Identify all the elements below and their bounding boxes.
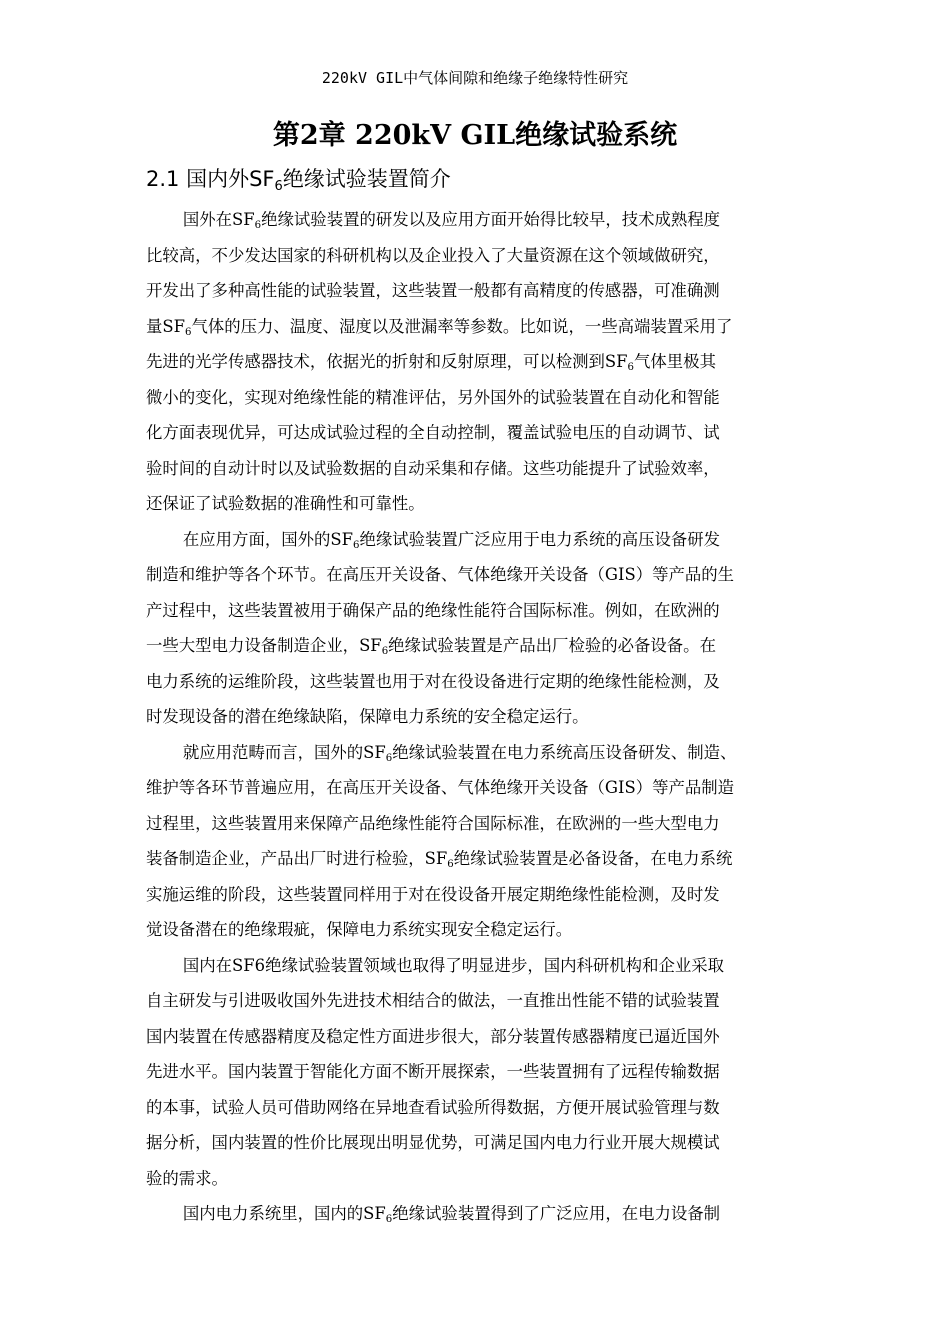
text-run: 化方面表现优异，可达成试验过程的全自动控制，覆盖试验电压的自动调节、试 (146, 423, 720, 442)
text-run: 时发现设备的潜在绝缘缺陷，保障电力系统的安全稳定运行。 (146, 707, 589, 726)
running-header: 220kV GIL中气体间隙和绝缘子绝缘特性研究 (321, 69, 629, 87)
text-line (146, 1196, 811, 1232)
text-run: 绝缘试验装置在电力系统高压设备研发、制造、 (392, 742, 737, 762)
subscript: 6 (385, 1214, 393, 1226)
text-run: 微小的变化，实现对绝缘性能的精准评估，另外国外的试验装置在自动化和智能 (146, 387, 720, 407)
text-line (146, 877, 811, 913)
section-title-suffix: 绝缘试验装置简介 (282, 167, 451, 191)
text-run: 装备制造企业，产品出厂时进行检验，SF (146, 849, 448, 868)
text-run: 绝缘试验装置是产品出厂检验的必备设备。在 (388, 636, 716, 655)
text-line (146, 912, 811, 948)
text-line (146, 770, 811, 806)
paragraph (146, 948, 811, 1197)
text-run: 先进水平。国内装置于智能化方面不断开展探索，一些装置拥有了远程传输数据 (146, 1062, 720, 1081)
chapter-title: 第2章 220kV GIL绝缘试验系统 (272, 120, 678, 151)
text-run: 绝缘试验装置得到了广泛应用，在电力设备制 (392, 1204, 721, 1223)
paragraph (146, 1196, 811, 1232)
text-line (146, 415, 811, 451)
text-run: 量SF (146, 316, 185, 336)
subscript: 6 (185, 326, 192, 338)
text-line (146, 557, 811, 593)
text-run: 绝缘试验装置是必备设备，在电力系统 (453, 849, 733, 868)
section-title-subscript: 6 (274, 178, 283, 194)
text-line (146, 273, 811, 309)
text-run: 验的需求。 (146, 1168, 228, 1188)
paragraph (146, 735, 811, 948)
paragraph (146, 202, 811, 522)
text-run: 国外在SF (182, 210, 255, 229)
text-line (146, 983, 811, 1019)
text-run: 先进的光学传感器技术，依据光的折射和反射原理，可以检测到SF (146, 352, 628, 371)
subscript: 6 (447, 859, 454, 871)
text-line (146, 948, 811, 984)
text-run: 的本事，试验人员可借助网络在异地查看试验所得数据，方便开展试验管理与数 (146, 1097, 720, 1117)
text-run: 维护等各环节普遍应用，在高压开关设备、气体绝缘开关设备（GIS）等产品制造 (146, 778, 735, 797)
text-line (146, 522, 811, 558)
text-line (146, 1090, 811, 1126)
body-text (146, 202, 811, 1232)
text-run: 就应用范畴而言，国外的SF (182, 742, 386, 762)
section-title (146, 163, 846, 195)
text-run: 国内在SF6绝缘试验装置领域也取得了明显进步，国内科研机构和企业采取 (182, 955, 725, 975)
subscript: 6 (254, 220, 262, 232)
subscript: 6 (353, 539, 360, 551)
text-run: 产过程中，这些装置被用于确保产品的绝缘性能符合国际标准。例如，在欧洲的 (146, 600, 720, 620)
text-run: 国内电力系统里，国内的SF (182, 1204, 386, 1223)
text-run: 过程里，这些装置用来保障产品绝缘性能符合国际标准，在欧洲的一些大型电力 (146, 813, 720, 833)
text-run: 气体的压力、温度、湿度以及泄漏率等参数。比如说，一些高端装置采用了 (191, 316, 733, 336)
text-line (146, 628, 811, 664)
text-run: 电力系统的运维阶段，这些装置也用于对在役设备进行定期的绝缘性能检测，及 (146, 671, 720, 691)
text-run: 一些大型电力设备制造企业，SF (146, 636, 382, 655)
text-line (146, 841, 811, 877)
text-run: 自主研发与引进吸收国外先进技术相结合的做法，一直推出性能不错的试验装置 (146, 991, 720, 1010)
text-run: 还保证了试验数据的准确性和可靠性。 (146, 494, 425, 513)
text-line (146, 1019, 811, 1055)
text-run: 验时间的自动计时以及试验数据的自动采集和存储。这些功能提升了试验效率， (146, 458, 720, 478)
text-line (146, 380, 811, 416)
text-line (146, 451, 811, 487)
text-run: 气体里极其 (634, 352, 716, 371)
paragraph (146, 522, 811, 735)
text-run: 在应用方面，国外的SF (182, 529, 354, 549)
text-line (146, 1125, 811, 1161)
text-run: 据分析，国内装置的性价比展现出明显优势，可满足国内电力行业开展大规模试 (146, 1133, 720, 1152)
text-run: 实施运维的阶段，这些装置同样用于对在役设备开展定期绝缘性能检测，及时发 (146, 884, 720, 904)
text-run: 绝缘试验装置广泛应用于电力系统的高压设备研发 (359, 529, 721, 549)
text-line (146, 202, 811, 238)
text-line (146, 238, 811, 274)
text-line (146, 309, 811, 345)
text-run: 比较高，不少发达国家的科研机构以及企业投入了大量资源在这个领域做研究， (146, 245, 720, 265)
text-line (146, 735, 811, 771)
text-line (146, 486, 811, 522)
text-line (146, 344, 811, 380)
section-title-prefix: 2.1 国内外SF (146, 167, 275, 191)
text-run: 觉设备潜在的绝缘瑕疵，保障电力系统实现安全稳定运行。 (146, 920, 573, 939)
subscript: 6 (627, 362, 635, 374)
text-run: 制造和维护等各个环节。在高压开关设备、气体绝缘开关设备（GIS）等产品的生 (146, 565, 735, 584)
subscript: 6 (381, 646, 389, 658)
text-line (146, 1054, 811, 1090)
text-run: 开发出了多种高性能的试验装置，这些装置一般都有高精度的传感器，可准确测 (146, 281, 720, 300)
text-run: 绝缘试验装置的研发以及应用方面开始得比较早，技术成熟程度 (261, 210, 721, 229)
text-line (146, 806, 811, 842)
subscript: 6 (385, 752, 393, 764)
text-line (146, 1161, 811, 1197)
text-line (146, 699, 811, 735)
text-line (146, 664, 811, 700)
text-run: 国内装置在传感器精度及稳定性方面进步很大，部分装置传感器精度已逼近国外 (146, 1026, 720, 1046)
text-line (146, 593, 811, 629)
